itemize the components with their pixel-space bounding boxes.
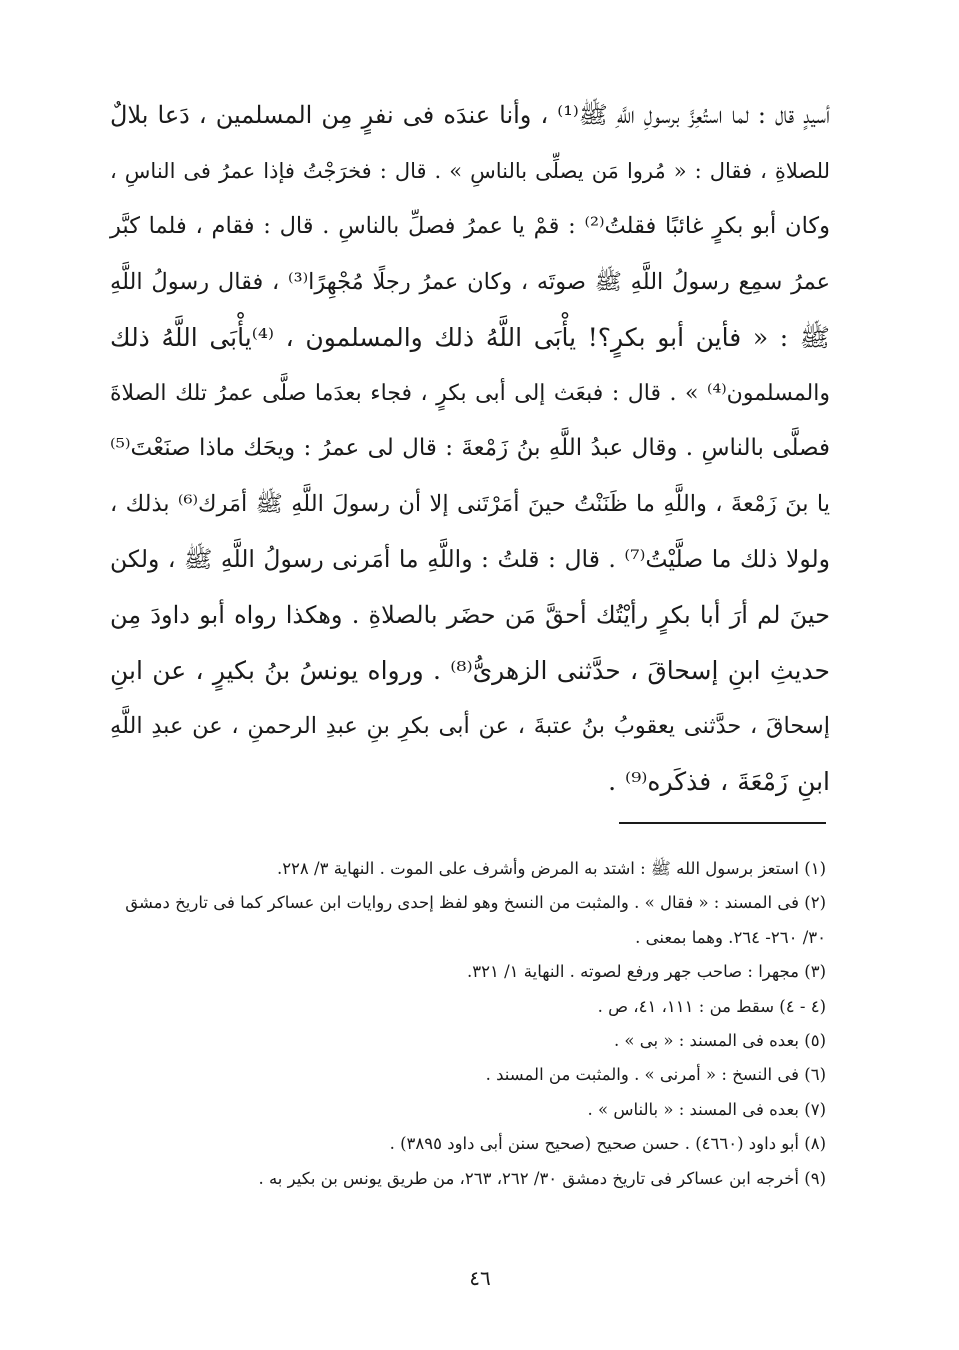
- footnote-5: (٥) بعده فى المسند : « بى » .: [613, 1031, 826, 1051]
- text-line: للصلاةِ ، فقال : « مُروا مَن يصلِّى بالناسِ » . قال : فخرَجْتُ فإذا عمرُ فى الناسِ ،: [110, 158, 830, 183]
- text-line: حينَ لم أرَ أبا بكرٍ رأيْتُك أحقَّ مَن حضَر بالصلاةِ . وهكذا رواه أبو داودَ مِن: [110, 600, 830, 629]
- text-line: والمسلمون⁽⁴⁾ » . قال : فبعَث إلى أبى بكرٍ ، فجاء بعدَما صلَّى عمرُ تلك الصلاةَ: [110, 380, 830, 406]
- footnote-9: (٩) أخرجه ابن عساكر فى تاريخ دمشق ٣٠/ ٢٦٢، ٢٦٣، من طريق يونس بن بكير به .: [258, 1168, 826, 1188]
- footnote-1: (١) استعز برسول الله ﷺ : اشتد به المرض وأشرف على الموت . النهاية ٣/ ٢٢٨.: [276, 859, 826, 878]
- text-line: يا بنَ زَمْعةَ ، واللَّهِ ما ظَنَنْتُ حينَ أمَرْتَنى إلا أن رسولَ اللَّهِ ﷺ أمَرك⁽⁶⁾ بذلك ،: [110, 490, 830, 517]
- text-line: وكان أبو بكرٍ غائبًا فقلتُ⁽²⁾ : قمْ يا عمرُ فصلِّ بالناسِ . قال : فقام ، فلما كبَّر: [110, 213, 830, 239]
- main-text-block: [110, 88, 830, 810]
- footnotes-block: [110, 852, 826, 1196]
- footnote-8: (٨) أبو داود (٤٦٦٠) . حسن صحيح (صحيح سنن أبى داود ٣٨٩٥) .: [389, 1134, 826, 1154]
- text-line: إسحاقَ ، حدَّثنى يعقوبُ بنُ عتبةَ ، عن أبى بكرِ بنِ عبدِ الرحمنِ ، عن عبدِ اللَّهِ: [110, 712, 830, 739]
- footnote-2-continuation: ٣٠/ ٢٦٠- ٢٦٤. وهما بمعنى .: [635, 927, 826, 947]
- text-line: ﷺ : « فأين أبو بكرٍ؟! يأْبَى اللَّهُ ذلك والمسلمون ، ⁽⁴⁾يأْبَى اللَّهُ ذلك: [110, 323, 831, 352]
- page-number: ٤٦: [469, 1266, 491, 1290]
- footnote-3: (٣) مجهرا : صاحب جهر ورفع لصوته . النهاية ١/ ٣٢١.: [467, 962, 826, 982]
- footnote-2: (٢) فى المسند : « فقال » . والمثبت من النسخ وهو لفظ إحدى روايات ابن عساكر كما فى تاريخ دمشق: [125, 893, 826, 913]
- text-line: ولولا ذلك ما صلَّيْتُ⁽⁷⁾ . قال : قلتُ : واللَّهِ ما أمَرنى رسولُ اللَّهِ ﷺ ، ولكن: [110, 545, 830, 573]
- footnote-divider: [619, 822, 826, 824]
- footnote-7: (٧) بعده فى المسند : « بالناس » .: [587, 1099, 826, 1119]
- text-line: أسيدٍ قال : لما استُعِزَّ برسولِ اللَّهِ ﷺ⁽¹⁾ ، وأنا عندَه فى نفرٍ مِن المسلمين ، دَعا بلالٌ: [110, 101, 831, 129]
- text-line: حديثِ ابنِ إسحاقَ ، حدَّثنى الزهرىُّ⁽⁸⁾ . ورواه يونسُ بنُ بكيرٍ ، عن ابنِ: [110, 656, 830, 685]
- text-line: ابنِ زَمْعَةَ ، فذكَره⁽⁹⁾ .: [608, 767, 830, 796]
- text-line: فصلَّى بالناسِ . وقال عبدُ اللَّهِ بنُ زَمْعةَ : قال لى عمرُ : ويحَك ماذا صنَعْتَ⁽⁵⁾: [110, 435, 830, 461]
- footnote-4: (٤ - ٤) سقط من : ١١١، ٤١، ص .: [597, 996, 826, 1016]
- footnote-6: (٦) فى النسخ : « أمرنى » . والمثبت من المسند .: [485, 1065, 826, 1085]
- text-line: عمرُ سمِع رسولُ اللَّهِ ﷺ صوتَه ، وكان عمرُ رجلًا مُجْهِرًا⁽³⁾ ، فقال رسولُ اللَّهِ: [110, 268, 831, 295]
